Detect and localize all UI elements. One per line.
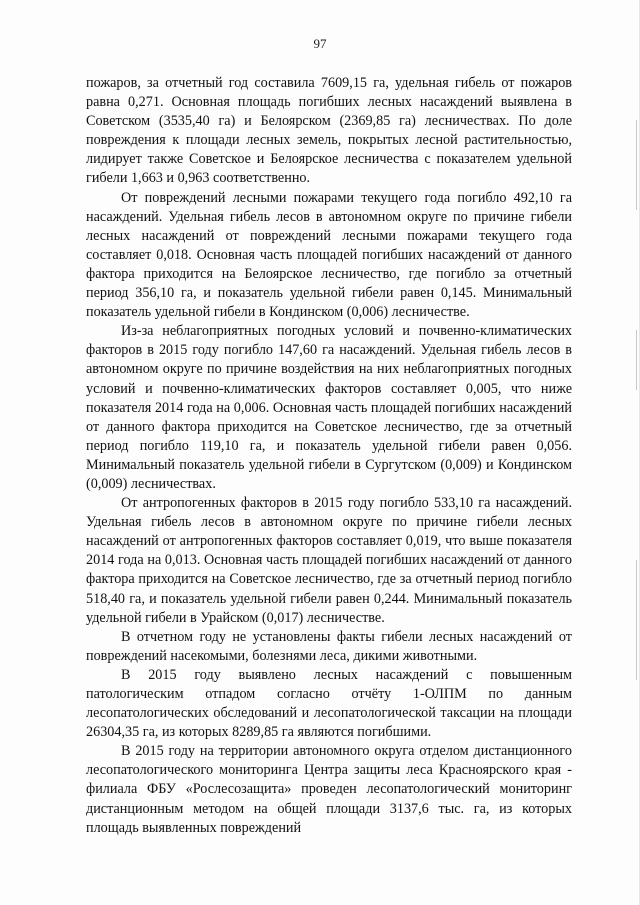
paragraph-remote-monitoring: В 2015 году на территории автономного округа отделом дистанционного лесопатологического мониторинга Центра защиты леса Красноярского края - филиала ФБУ «Рослесозащита» проведен лесопатологический мониторинг дистанционным методом на общей площади 3137,6 тыс. га, из которых площадь выявленных повреждений <box>86 743 572 836</box>
paragraph-current-year-fires: От повреждений лесными пожарами текущего года погибло 492,10 га насаждений. Удельная гибель лесов в автономном округе по причине гибели лесных насаждений от повреждений лесными пожарами текущего года составляет 0,018. Основная часть площадей погибших насаждений от данного фактора приходится на Белоярское лесничество, где погибло за отчетный период 356,10 га, и показатель удельной гибели равен 0,145. Минимальный показатель удельной гибели в Кондинском (0,006) лесничестве. <box>86 189 572 321</box>
scan-edge-mark <box>636 120 637 210</box>
paragraph-pests-diseases: В отчетном году не установлены факты гибели лесных насаждений от повреждений насекомыми, болезнями леса, дикими животными. <box>86 628 572 664</box>
scan-edge-mark <box>636 330 637 390</box>
paragraph-pathological-decline: В 2015 году выявлено лесных насаждений с повышенным патологическим отпадом согласно отчёту 1-ОЛПМ по данным лесопатологических обследований и лесопатологической таксации на площади 26304,35 га, из которых 8289,85 га являются погибшими. <box>86 666 572 741</box>
page-number: 97 <box>313 36 327 51</box>
paragraph-fire-loss-summary: пожаров, за отчетный год составила 7609,15 га, удельная гибель от пожаров равна 0,271. Основная площадь погибших лесных насаждений выявлена в Советском (3535,40 га) и Белоярском (2369,85 га) лесничествах. По доле повреждения к площади лесных земель, покрытых лесной растительностью, лидирует также Советское и Белоярское лесничества с показателем удельной гибели 1,663 и 0,963 соответственно. <box>86 75 572 187</box>
body-text <box>86 74 572 838</box>
paragraph-anthropogenic-factors: От антропогенных факторов в 2015 году погибло 533,10 га насаждений. Удельная гибель лесов в автономном округе по причине гибели лесных насаждений от антропогенных факторов составляет 0,019, что выше показателя 2014 года на 0,013. Основная часть площадей погибших насаждений от данного фактора приходится на Советское лесничество, где за отчетный период погибло 518,40 га, и показатель удельной гибели равен 0,244. Минимальный показатель удельной гибели в Урайском (0,017) лесничестве. <box>86 495 572 626</box>
paragraph-weather-factors: Из-за неблагоприятных погодных условий и почвенно-климатических факторов в 2015 году погибло 147,60 га насаждений. Удельная гибель лесов в автономном округе по причине воздействия на них неблагоприятных погодных условий и почвенно-климатических факторов составляет 0,005, что ниже показателя 2014 года на 0,006. Основная часть площадей погибших насаждений от данного фактора приходится на Советское лесничество, где за отчетный период погибло 119,10 га, и показатель удельной гибели равен 0,056. Минимальный показатель удельной гибели в Сургутском (0,009) и Кондинском (0,009) лесничествах. <box>86 323 572 492</box>
scan-edge-mark <box>636 560 637 680</box>
